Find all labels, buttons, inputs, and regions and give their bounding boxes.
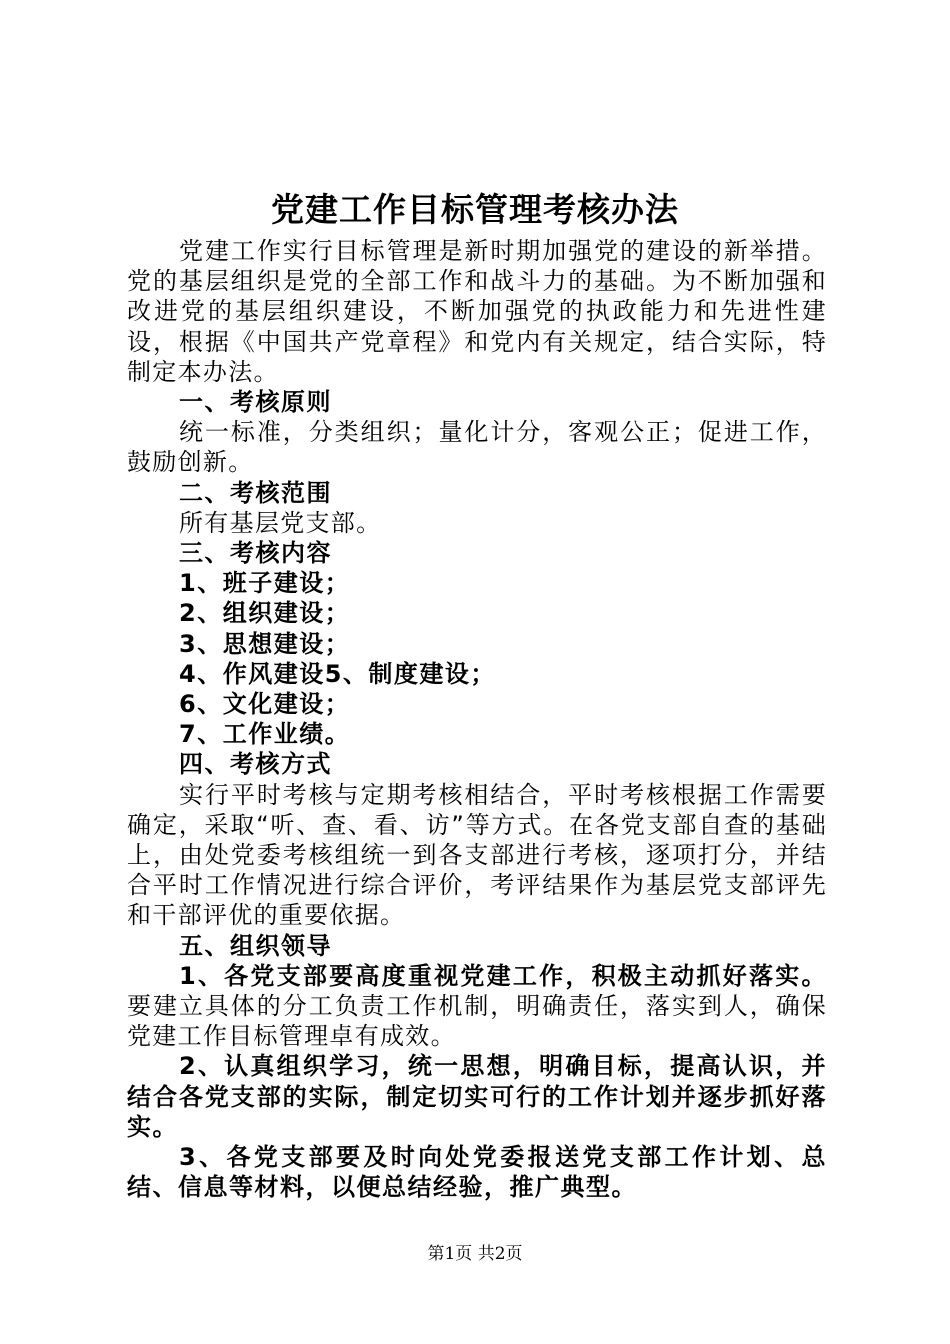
method-paragraph: 实行平时考核与定期考核相结合，平时考核根据工作需要确定，采取“听、查、看、访”等方式。在各党支部自查的基础上，由处党委考核组统一到各支部进行考核，逐项打分，并结合平时工作情况进行综合评价，考评结果作为基层党支部评先和干部评优的重要依据。 [127, 780, 827, 930]
page-indicator: 第1页 共2页 [427, 1244, 523, 1264]
content-item: 2、组织建设； [179, 599, 351, 628]
leadership-item-1 [127, 961, 827, 1052]
section-heading-leadership: 五、组织领导 [179, 931, 332, 960]
leadership-item-3: 3、各党支部要及时向处党委报送党支部工作计划、总结、信息等材料，以便总结经验，推广典型。 [127, 1143, 827, 1202]
leadership-item-1-lead: 1、各党支部要高度重视党建工作，积极主动抓好落实。 [179, 961, 827, 990]
intro-paragraph: 党建工作实行目标管理是新时期加强党的建设的新举措。党的基层组织是党的全部工作和战斗力的基础。为不断加强和改进党的基层组织建设，不断加强党的执政能力和先进性建设，根据《中国共产党章程》和党内有关规定，结合实际，特制定本办法。 [127, 237, 827, 386]
content-item: 4、作风建设5、制度建设； [179, 659, 496, 688]
leadership-item-2: 2、认真组织学习，统一思想，明确目标，提高认识，并结合各党支部的实际，制定切实可行的工作计划并逐步抓好落实。 [127, 1052, 827, 1141]
section-heading-principles: 一、考核原则 [179, 388, 332, 417]
content-item: 1、班子建设； [179, 569, 351, 598]
leadership-item-1-rest: 要建立具体的分工负责工作机制，明确责任，落实到人，确保党建工作目标管理卓有成效。 [127, 992, 827, 1051]
principles-paragraph: 统一标准，分类组织；量化计分，客观公正；促进工作，鼓励创新。 [127, 418, 827, 477]
section-heading-scope: 二、考核范围 [179, 478, 332, 507]
content-item: 6、文化建设； [179, 690, 351, 719]
section-heading-content: 三、考核内容 [179, 539, 332, 568]
content-item: 7、工作业绩。 [179, 720, 351, 749]
document-body [127, 236, 827, 1203]
section-heading-method: 四、考核方式 [179, 750, 332, 779]
scope-paragraph: 所有基层党支部。 [179, 508, 382, 537]
document-title: 党建工作目标管理考核办法 [271, 190, 679, 229]
content-item: 3、思想建设； [179, 629, 351, 658]
